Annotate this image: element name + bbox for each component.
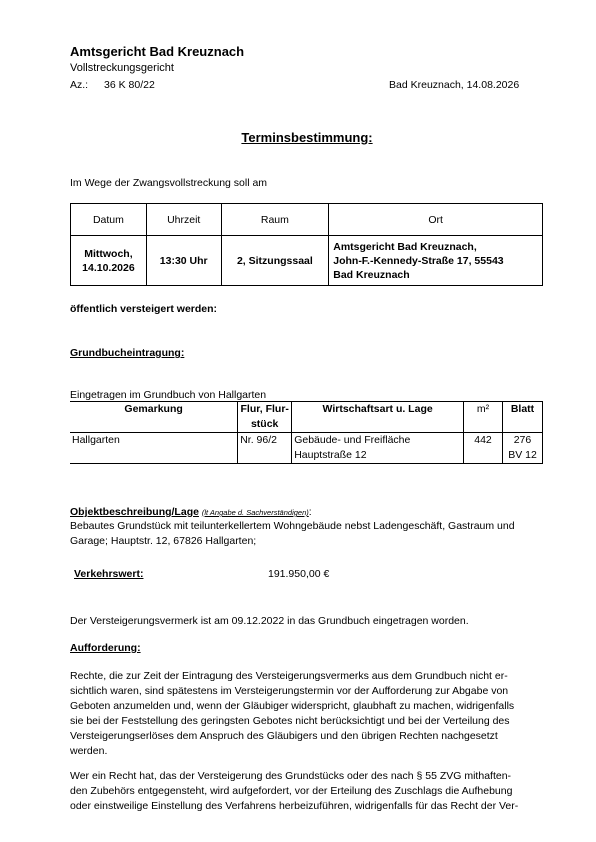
cell-blatt [502,433,542,464]
grundbuch-header-row [70,402,543,433]
case-number-label: Az.: [70,79,89,91]
case-number: 36 K 80/22 [104,79,155,91]
aufforderung-heading: Aufforderung: [70,642,141,654]
cell-wirtschaftsart [292,433,464,464]
objekt-heading-line [70,506,312,518]
flur-header-line: Flur, Flur- [240,403,289,415]
header-flur [238,402,292,433]
wirtschaftsart-line: Gebäude- und Freifläche [294,434,411,446]
grundbuch-intro: Eingetragen im Grundbuch von Hallgarten [70,389,267,401]
objekt-colon: : [308,506,312,518]
objekt-heading: Objektbeschreibung/Lage [70,506,199,518]
flur-header-line: stück [250,418,279,430]
verkehrswert-value: 191.950,00 € [268,568,330,580]
appointment-time: 13:30 Uhr [146,236,221,286]
intro-text: Im Wege der Zwangsvollstreckung soll am [70,177,268,189]
objekt-note: (lt Angabe d. Sachverständigen) [201,508,309,517]
vermerk-text: Der Versteigerungsvermerk ist am 09.12.2022 in das Grundbuch eingetragen worden. [70,615,469,627]
place-date: Bad Kreuznach, 14.08.2026 [389,79,520,91]
paragraph-line: Geboten anzumelden und, wenn der Gläubiger widerspricht, glaubhaft zu machen, widrigenfalls [70,700,515,712]
header-wirtschaftsart: Wirtschaftsart u. Lage [292,402,464,433]
paragraph-line: Wer ein Recht hat, das der Versteigerung des Grundstücks oder des nach § 55 ZVG mithaften- [70,770,512,782]
paragraph-line: oder einstweilige Einstellung des Verfahrens herbeizuführen, widrigenfalls für das Recht der Ver- [70,800,519,812]
blatt-line: BV 12 [508,449,537,461]
blatt-line: 276 [513,434,532,446]
document-title: Terminsbestimmung: [241,130,373,145]
objekt-description [70,519,544,549]
court-name: Amtsgericht Bad Kreuznach [70,44,245,59]
header-gemarkung: Gemarkung [70,402,238,433]
appointment-header-row [71,204,543,236]
date-value: 14.10.2026 [82,261,135,274]
appointment-date [71,236,147,286]
appointment-data-row [71,236,543,286]
paragraph-line: werden. [70,745,108,757]
grundbuch-heading: Grundbucheintragung: [70,347,185,359]
location-line: John-F.-Kennedy-Straße 17, 55543 [333,254,504,267]
paragraph-line: den Zubehörs entgegensteht, wird aufgefordert, vor der Erteilung des Zuschlags die Aufhebung [70,785,513,797]
paragraph-line: Versteigerungserlöses dem Anspruch des Gläubigers und den übrigen Rechten nachgesetzt [70,730,498,742]
grundbuch-table [70,401,543,464]
appointment-location [329,236,543,286]
location-line: Bad Kreuznach [333,268,410,281]
verkehrswert-label: Verkehrswert: [74,568,144,580]
paragraph-line: sichtlich waren, sind spätestens im Versteigerungstermin vor der Aufforderung zur Abgabe von [70,685,509,697]
appointment-room: 2, Sitzungssaal [221,236,329,286]
aufforderung-paragraph-2 [70,769,544,814]
appointment-table [70,203,543,286]
date-weekday: Mittwoch, [84,247,133,260]
header-blatt: Blatt [502,402,542,433]
header-raum: Raum [221,204,329,236]
cell-qm: 442 [464,433,503,464]
header-qm: m² [464,402,503,433]
header-datum: Datum [71,204,147,236]
header-uhrzeit: Uhrzeit [146,204,221,236]
cell-gemarkung: Hallgarten [70,433,238,464]
location-line: Amtsgericht Bad Kreuznach, [333,240,477,253]
auction-statement: öffentlich versteigert werden: [70,303,218,315]
objekt-line: Garage; Hauptstr. 12, 67826 Hallgarten; [70,535,257,547]
objekt-line: Bebautes Grundstück mit teilunterkellertem Wohngebäude nebst Ladengeschäft, Gastraum und [70,520,515,532]
header-ort: Ort [329,204,543,236]
paragraph-line: Rechte, die zur Zeit der Eintragung des Versteigerungsvermerks aus dem Grundbuch nicht er- [70,670,508,682]
paragraph-line: sie bei der Feststellung des geringsten Gebotes nicht berücksichtigt und bei der Verteilung des [70,715,510,727]
cell-flur: Nr. 96/2 [238,433,292,464]
grundbuch-data-row [70,433,543,464]
wirtschaftsart-line: Hauptstraße 12 [294,449,367,461]
aufforderung-paragraph-1 [70,669,544,759]
court-department: Vollstreckungsgericht [70,62,174,74]
